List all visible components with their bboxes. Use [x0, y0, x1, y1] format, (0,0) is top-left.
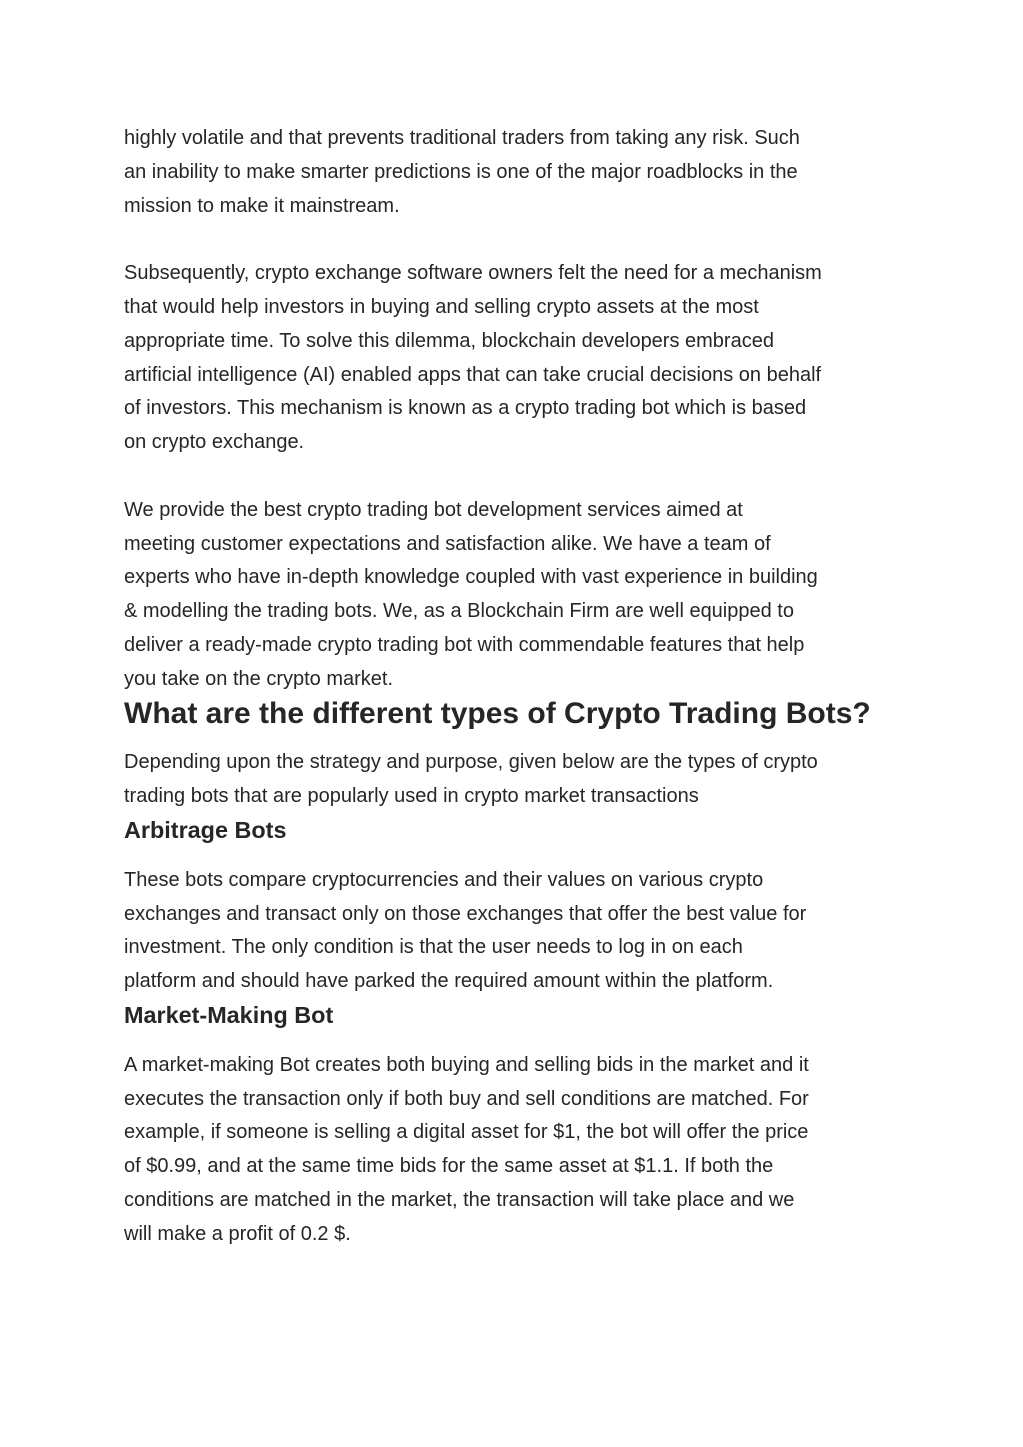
text-line: of investors. This mechanism is known as a crypto trading bot which is based	[124, 397, 807, 420]
text-line: on crypto exchange.	[124, 431, 305, 454]
text-line: platform and should have parked the required amount within the platform.	[124, 970, 774, 993]
heading-arbitrage-bots: Arbitrage Bots	[124, 816, 287, 843]
text-line: highly volatile and that prevents traditional traders from taking any risk. Such	[124, 127, 800, 149]
paragraph-arbitrage	[124, 864, 904, 999]
text-line: meeting customer expectations and satisfaction alike. We have a team of	[124, 532, 771, 555]
paragraph-services	[124, 494, 904, 697]
text-line: mission to make it mainstream.	[124, 194, 400, 217]
text-line: will make a profit of 0.2 $.	[124, 1222, 351, 1245]
text-line: We provide the best crypto trading bot development services aimed at	[124, 498, 743, 521]
text-line: an inability to make smarter predictions is one of the major roadblocks in the	[124, 160, 798, 183]
text-line: appropriate time. To solve this dilemma, blockchain developers embraced	[124, 329, 774, 352]
heading-bot-types: What are the different types of Crypto Trading Bots?	[124, 696, 871, 730]
paragraph-volatility	[124, 122, 904, 223]
text-line: conditions are matched in the market, the transaction will take place and we	[124, 1188, 795, 1211]
text-line: investment. The only condition is that the user needs to log in on each	[124, 936, 743, 959]
text-line: trading bots that are popularly used in crypto market transactions	[124, 785, 699, 808]
text-line: artificial intelligence (AI) enabled apps that can take crucial decisions on behalf	[124, 363, 822, 386]
paragraph-bot-types-intro	[124, 746, 904, 814]
paragraph-mechanism	[124, 257, 904, 460]
text-line: example, if someone is selling a digital asset for $1, the bot will offer the price	[124, 1121, 809, 1144]
text-line: & modelling the trading bots. We, as a Blockchain Firm are well equipped to	[124, 600, 794, 623]
document-page	[124, 122, 904, 1252]
text-line: of $0.99, and at the same time bids for the same asset at $1.1. If both the	[124, 1155, 774, 1178]
paragraph-market-making	[124, 1049, 904, 1252]
text-line: you take on the crypto market.	[124, 667, 394, 690]
heading-market-making-bot: Market-Making Bot	[124, 1001, 334, 1028]
text-line: experts who have in-depth knowledge coupled with vast experience in building	[124, 566, 818, 589]
text-line: These bots compare cryptocurrencies and their values on various crypto	[124, 868, 764, 891]
text-line: that would help investors in buying and selling crypto assets at the most	[124, 295, 759, 318]
text-line: Subsequently, crypto exchange software owners felt the need for a mechanism	[124, 262, 822, 285]
text-line: exchanges and transact only on those exchanges that offer the best value for	[124, 902, 807, 925]
text-line: A market-making Bot creates both buying and selling bids in the market and it	[124, 1053, 809, 1076]
text-line: Depending upon the strategy and purpose, given below are the types of crypto	[124, 751, 818, 774]
text-line: deliver a ready-made crypto trading bot with commendable features that help	[124, 633, 805, 656]
text-line: executes the transaction only if both buy and sell conditions are matched. For	[124, 1087, 809, 1110]
